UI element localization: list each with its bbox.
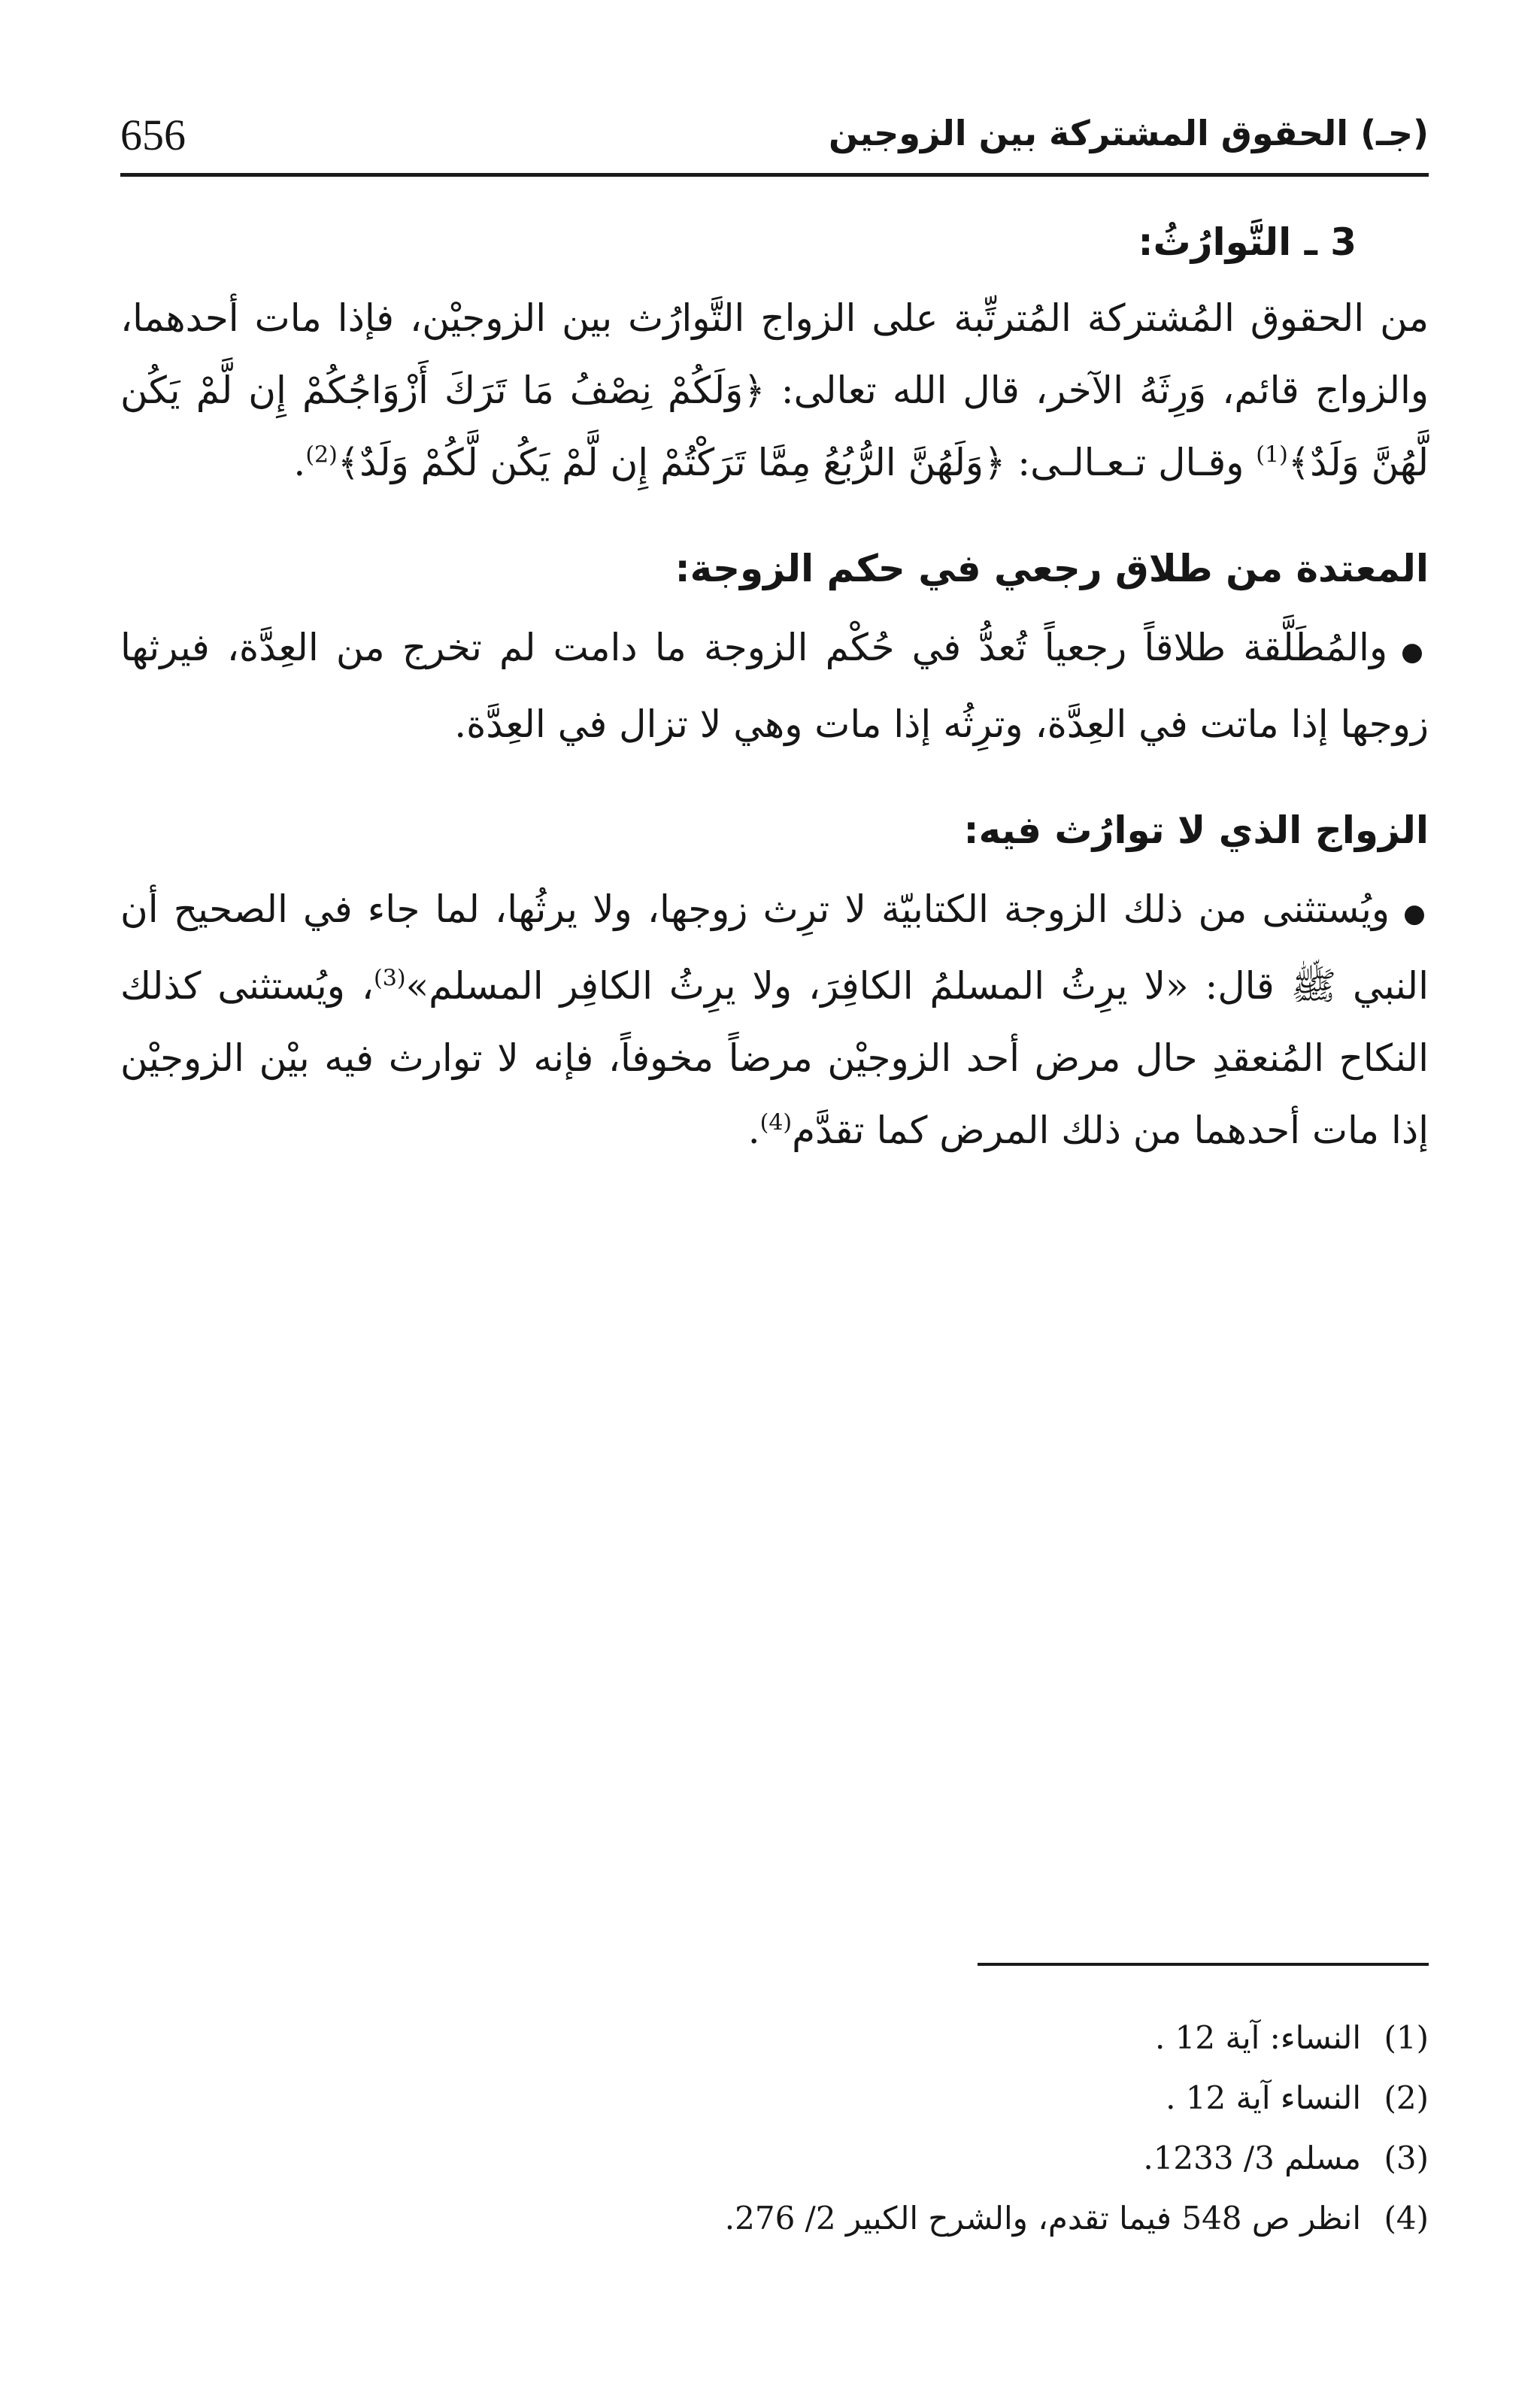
heading-no-inheritance: الزواج الذي لا توارُث فيه: [963, 808, 1429, 852]
footnotes-list [120, 2008, 1429, 2249]
paragraph-revocable-divorce [120, 611, 1429, 760]
paragraph-no-inheritance [120, 873, 1429, 1166]
no-inheritance-end-text: . [747, 1108, 760, 1152]
footnote-item [120, 2068, 1429, 2128]
bullet-icon: ● [1401, 637, 1429, 667]
footnote-number: (4) [1384, 2200, 1429, 2237]
footnote-number: (1) [1384, 2019, 1429, 2056]
footnote-divider [978, 1963, 1429, 1966]
book-page [120, 83, 1429, 2354]
inheritance-mid-text: وقـال تـعـالـى: [1005, 441, 1257, 484]
inheritance-intro-text: من الحقوق المُشتركة المُترتِّبة على الزواج التَّوارُث بين الزوجيْن، فإذا مات أحدهما، والزواج قائم، وَرِثَهُ الآخر، قال الله تعالى: [120, 296, 1429, 412]
footnote-ref-3[interactable]: (3) [374, 965, 406, 992]
revocable-divorce-text: والمُطَلَّقة طلاقاً رجعياً تُعدُّ في حُكْم الزوجة ما دامت لم تخرج من العِدَّة، فيرثها زوجها إذا ماتت في العِدَّة، وترِثُه إذا مات وهي لا تزال في العِدَّة. [120, 626, 1429, 746]
quran-verse-1: ﴿وَلَكُمْ نِصْفُ مَا تَرَكَ أَزْوَاجُكُمْ إِن لَّمْ يَكُن لَّهُنَّ وَلَدٌ﴾ [120, 368, 1429, 484]
paragraph-inheritance [120, 282, 1429, 499]
heading-revocable-divorce: المعتدة من طلاق رجعي في حكم الزوجة: [675, 547, 1429, 590]
footnote-ref-2[interactable]: (2) [305, 441, 338, 469]
footnote-number: (3) [1384, 2140, 1429, 2176]
footnote-text: النساء: آية 12 . [1154, 2019, 1361, 2056]
footnote-item [120, 2188, 1429, 2249]
page-body [120, 220, 1429, 1166]
footnote-text: مسلم 3/ 1233. [1143, 2140, 1361, 2176]
footnote-item [120, 2008, 1429, 2068]
footnote-ref-1[interactable]: (1) [1256, 441, 1288, 469]
footnote-item [120, 2128, 1429, 2188]
footnote-ref-4[interactable]: (4) [759, 1109, 793, 1136]
page-header [120, 83, 1429, 177]
section-label-inheritance: 3 ـ التَّوارُثُ: [1138, 220, 1357, 264]
no-inheritance-text-a: ويُستثنى من ذلك الزوجة الكتابيّة لا ترِث زوجها، ولا يرثُها، لما جاء في الصحيح أن النبي ﷺ قال: «لا يرِثُ المسلمُ الكافِرَ، ولا يرِثُ الكافِر المسلم» [120, 887, 1429, 1008]
footnote-text: انظر ص 548 فيما تقدم، والشرح الكبير 2/ 276. [724, 2200, 1361, 2237]
no-inheritance-text-b: ، ويُستثنى كذلك النكاح المُنعقدِ حال مرض أحد الزوجيْن مرضاً مخوفاً، فإنه لا توارث فيه بيْن الزوجيْن إذا مات أحدهما من ذلك المرض كما تقدَّم [120, 964, 1429, 1152]
footnote-text: النساء آية 12 . [1166, 2079, 1361, 2116]
footnote-number: (2) [1384, 2079, 1429, 2116]
page-number: 656 [120, 111, 186, 159]
bullet-icon: ● [1403, 899, 1429, 929]
quran-verse-2: ﴿وَلَهُنَّ الرُّبُعُ مِمَّا تَرَكْتُمْ إِن لَّمْ يَكُن لَّكُمْ وَلَدٌ﴾ [337, 441, 1006, 484]
inheritance-end-text: . [293, 441, 306, 484]
running-header-title: (جـ) الحقوق المشتركة بين الزوجين [829, 113, 1429, 153]
